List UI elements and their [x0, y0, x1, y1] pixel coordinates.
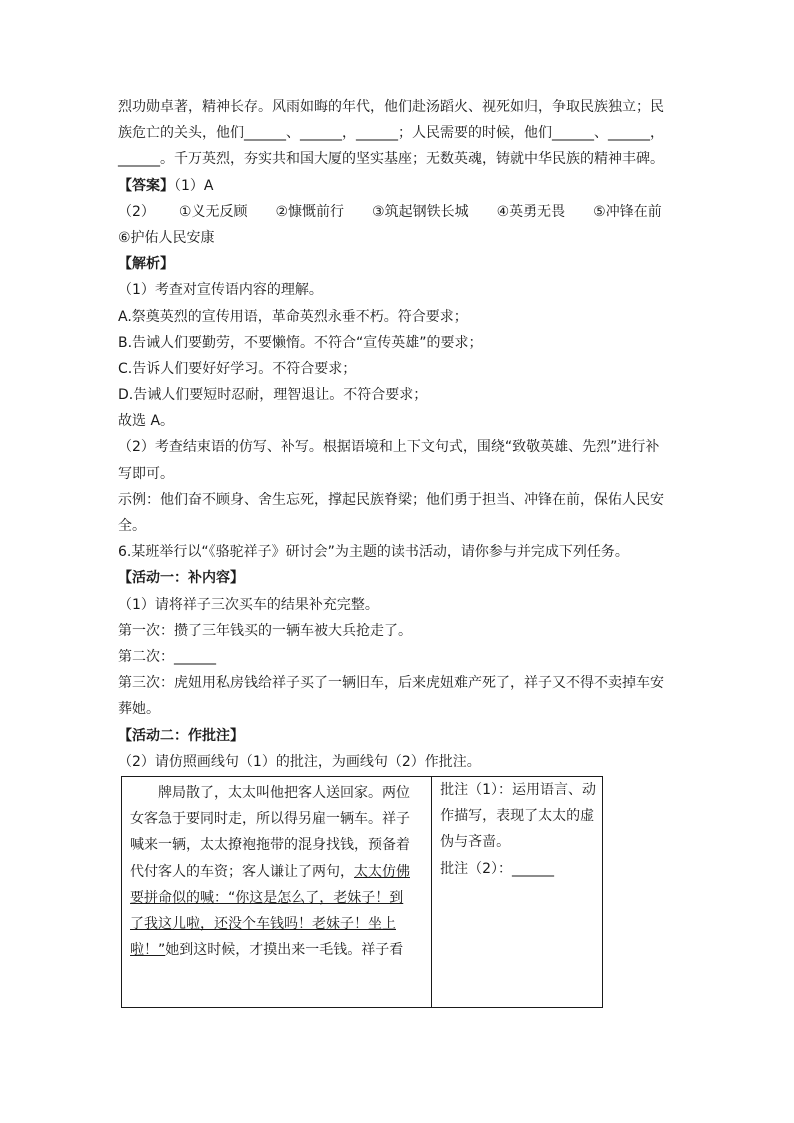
- story-line: 喊来一辆，太太撩袍拖带的混身找钱，预备着: [130, 837, 410, 854]
- document-page: [118, 94, 678, 775]
- analysis-line: 全。: [118, 518, 146, 534]
- activity-1-line: 第一次：攒了三年钱买的一辆车被大兵抢走了。: [118, 622, 412, 639]
- analysis-line: A.祭奠英烈的宣传用语，革命英烈永垂不朽。符合要求；: [118, 308, 468, 325]
- story-line: 女客急于要同时走，所以得另雇一辆车。祥子: [130, 811, 410, 828]
- annotation-table: [121, 776, 603, 1008]
- activity-1-line: 葬她。: [118, 701, 160, 718]
- answer-option: ①义无反顾: [178, 203, 248, 220]
- text-line: 烈功勋卓著，精神长存。风雨如晦的年代，他们赴汤蹈火、视死如归，争取民族独立；民: [118, 99, 664, 115]
- answer-label: 【答案】: [118, 177, 174, 194]
- answer-option: ⑥护佑人民安康: [118, 229, 215, 246]
- note-1-line: 批注（1）：运用语言、动: [440, 782, 596, 798]
- activity-2-heading: 【活动二：作批注】: [118, 727, 244, 744]
- activity-1-line: （1）请将祥子三次买车的结果补充完整。: [118, 596, 379, 613]
- note-1-line: 作描写，表现了太太的虚: [440, 808, 595, 825]
- question-6: 6.某班举行以“《骆驼祥子》研讨会”为主题的读书活动，请你参与并完成下列任务。: [118, 544, 629, 561]
- activity-1-line: 第二次：______: [118, 648, 216, 665]
- analysis-line: C.告诉人们要好好学习。不符合要求；: [118, 360, 357, 377]
- story-line: [130, 937, 425, 963]
- activity-2-instruction: （2）请仿照画线句（1）的批注，为画线句（2）作批注。: [118, 753, 481, 770]
- annotation-cell: [432, 777, 603, 1008]
- underlined-sentence-1: 啦！”: [130, 942, 166, 959]
- underlined-sentence-1: 太太仿佛: [354, 863, 410, 880]
- answer-2-options: [118, 199, 678, 225]
- analysis-line: 示例：他们奋不顾身、舍生忘死，撑起民族脊梁；他们勇于担当、冲锋在前，保佑人民安: [118, 491, 664, 508]
- text-line: 族危亡的关头，他们______、______，______；人民需要的时候，他们______、______，: [118, 125, 664, 142]
- story-excerpt-cell: [122, 777, 432, 1008]
- underlined-sentence-1: 要拼命似的喊：“你这是怎么了，老妹子！到: [130, 889, 404, 906]
- answer-option: ③筑起钢铁长城: [372, 203, 469, 220]
- activity-1-heading: 【活动一：补内容】: [118, 570, 244, 587]
- analysis-line: （1）考查对宣传语内容的理解。: [118, 282, 323, 299]
- activity-1-line: 第三次：虎妞用私房钱给祥子买了一辆旧车，后来虎妞难产死了，祥子又不得不卖掉车安: [118, 675, 664, 692]
- note-2-line: 批注（2）：______: [440, 860, 554, 877]
- underlined-sentence-1: 了我这儿啦，还没个车钱吗！老妹子！坐上: [130, 915, 396, 932]
- analysis-line: D.告诫人们要短时忍耐，理智退让。不符合要求；: [118, 387, 428, 404]
- answer-option: ②慷慨前行: [275, 203, 345, 220]
- answer-option: ④英勇无畏: [496, 203, 566, 220]
- analysis-label: 【解析】: [118, 256, 174, 273]
- answer-2-prefix: （2）: [118, 203, 155, 220]
- analysis-line: （2）考查结束语的仿写、补写。根据语境和上下文句式，围绕“致敬英雄、先烈”进行补: [118, 439, 660, 456]
- answer-option: ⑤冲锋在前: [593, 203, 662, 220]
- analysis-line: 写即可。: [118, 465, 174, 482]
- note-1-line: 伪与吝啬。: [440, 834, 511, 851]
- text-line: ______。千万英烈，夯实共和国大厦的坚实基座；无数英魂，铸就中华民族的精神丰碑。: [118, 151, 664, 168]
- story-text: 她到这时候，才摸出来一毛钱。祥子看: [165, 942, 404, 959]
- answer-row: [118, 173, 678, 199]
- story-line: [130, 859, 425, 885]
- analysis-line: 故选 A。: [118, 413, 175, 430]
- analysis-line: B.告诫人们要勤劳，不要懒惰。不符合“宣传英雄”的要求；: [118, 334, 483, 351]
- answer-1: （1）A: [174, 177, 214, 194]
- story-line: 牌局散了，太太叫他把客人送回家。两位: [158, 785, 410, 801]
- story-text: 代付客人的车资；客人谦让了两句，: [130, 863, 354, 880]
